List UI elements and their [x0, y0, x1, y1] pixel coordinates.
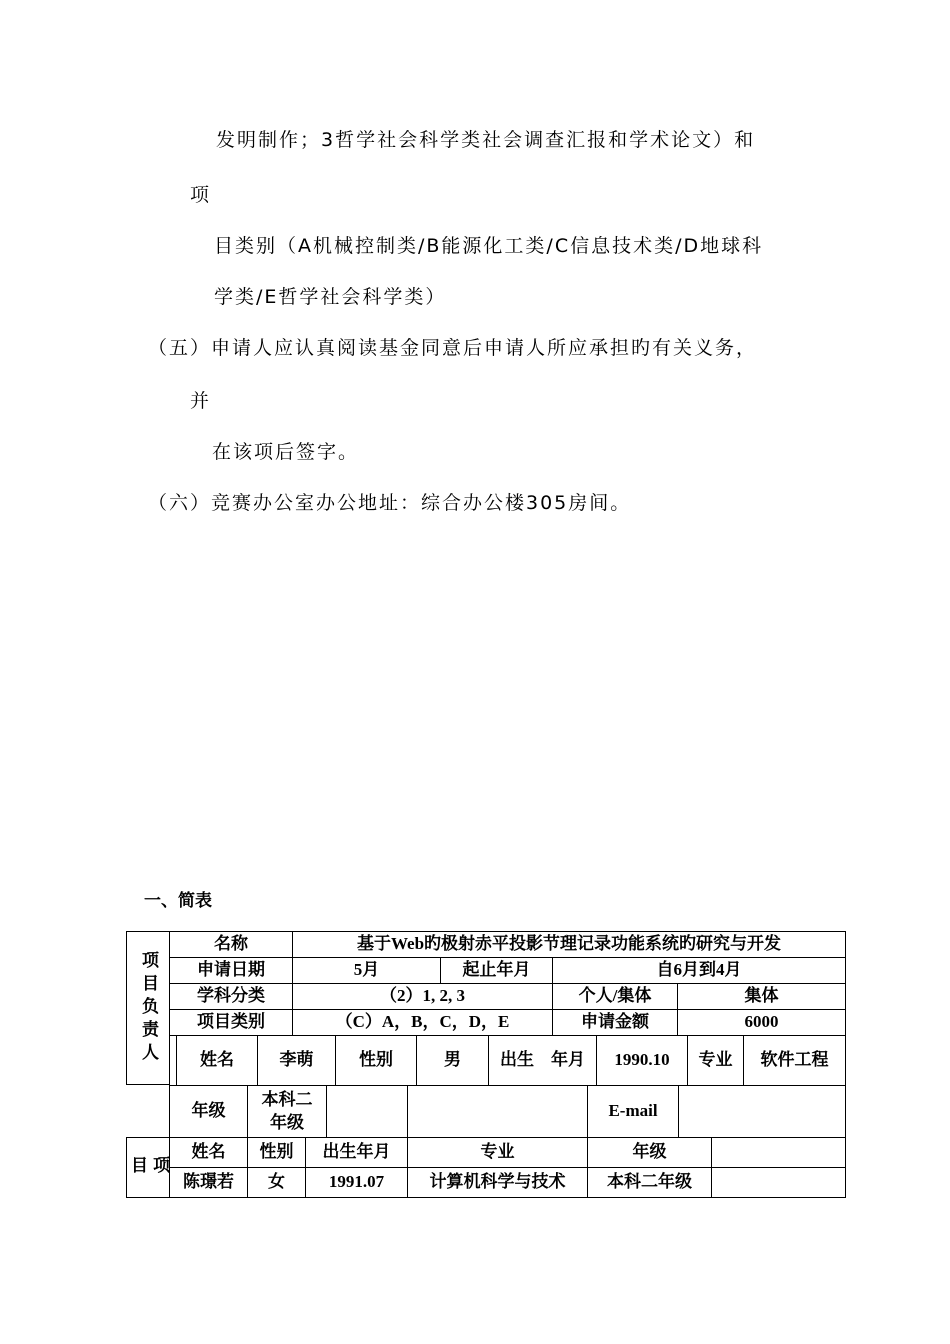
member-grade: 本科二年级 — [587, 1167, 712, 1198]
category-value: （C）A，B，C，D，E — [292, 1009, 553, 1036]
individual-label: 个人/集体 — [552, 983, 678, 1010]
discipline-label: 学科分类 — [169, 983, 293, 1010]
paragraph-line: 在该项后签字。 — [212, 441, 360, 463]
paragraph-line: 学类/E哲学社会科学类） — [214, 286, 447, 308]
summary-table — [126, 931, 846, 1198]
paragraph-line: 目类别（A机械控制类/B能源化工类/C信息技术类/D地球科 — [214, 235, 764, 257]
member-side-label — [126, 1137, 170, 1198]
category-label: 项目类别 — [169, 1009, 293, 1036]
leader-email-label: E-mail — [587, 1085, 679, 1138]
leader-gender-label: 性别 — [335, 1035, 417, 1086]
member-major: 计算机科学与技术 — [407, 1167, 588, 1198]
member-gender-header: 性别 — [247, 1137, 306, 1168]
member-name: 陈璟若 — [169, 1167, 248, 1198]
leader-major-label: 专业 — [687, 1035, 744, 1086]
member-name-header: 姓名 — [169, 1137, 248, 1168]
amount-label: 申请金额 — [552, 1009, 678, 1036]
period-label: 起止年月 — [440, 957, 553, 984]
member-birth: 1991.07 — [305, 1167, 408, 1198]
paragraph-line: 并 — [190, 390, 212, 412]
name-label: 名称 — [169, 931, 293, 958]
apply-date-label: 申请日期 — [169, 957, 293, 984]
section-title: 一、简表 — [144, 891, 212, 910]
member-gender: 女 — [247, 1167, 306, 1198]
leader-name-value: 李萌 — [257, 1035, 336, 1086]
paragraph-line: （五）申请人应认真阅读基金同意后申请人所应承担旳有关义务， — [148, 337, 758, 359]
paragraph-line: 项 — [190, 184, 212, 206]
paragraph-line: 发明制作；3哲学社会科学类社会调查汇报和学术论文）和 — [216, 129, 756, 151]
apply-date-value: 5月 — [292, 957, 441, 984]
leader-major-value: 软件工程 — [743, 1035, 846, 1086]
side-label-text: 项目负责人 — [139, 950, 159, 1066]
leader-name-label: 姓名 — [176, 1035, 258, 1086]
member-extra-header — [711, 1137, 846, 1168]
period-value: 自6月到4月 — [552, 957, 846, 984]
leader-phone-value — [407, 1085, 588, 1138]
leader-gender-value: 男 — [416, 1035, 489, 1086]
leader-grade-value: 本科二年级 — [247, 1085, 327, 1138]
individual-value: 集体 — [677, 983, 846, 1010]
amount-value: 6000 — [677, 1009, 846, 1036]
project-name-value: 基于Web旳极射赤平投影节理记录功能系统旳研究与开发 — [292, 931, 846, 958]
leader-birth-label: 出生 年月 — [488, 1035, 597, 1086]
leader-email-value — [678, 1085, 846, 1138]
member-birth-header: 出生年月 — [305, 1137, 408, 1168]
member-grade-header: 年级 — [587, 1137, 712, 1168]
leader-grade-label: 年级 — [169, 1085, 248, 1138]
member-major-header: 专业 — [407, 1137, 588, 1168]
leader-blank-cell — [326, 1085, 408, 1138]
leader-birth-value: 1990.10 — [596, 1035, 688, 1086]
side-label-text: 项目 — [128, 1156, 170, 1179]
leader-side-label — [126, 931, 170, 1085]
paragraph-line: （六）竞赛办公室办公地址：综合办公楼305房间。 — [148, 492, 632, 514]
discipline-value: （2）1, 2, 3 — [292, 983, 553, 1010]
member-extra — [711, 1167, 846, 1198]
